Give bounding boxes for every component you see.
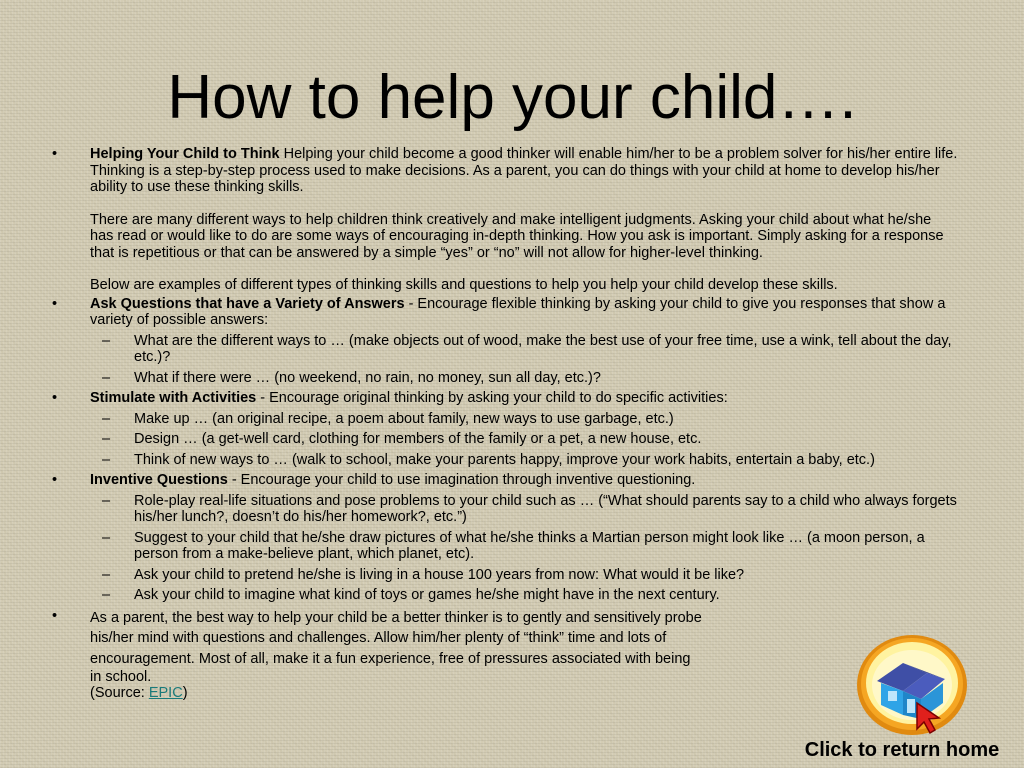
section2-text: - Encourage flexible thinking by asking your child to give you responses that show a variety of possible answers: [90, 295, 946, 328]
dash-marker: – [102, 566, 111, 583]
section3-item-1: Make up … (an original recipe, a poem about family, new ways to use garbage, etc.) [134, 410, 674, 427]
closing-line-3: encouragement. Most of all, make it a fun experience, free of pressures associated with being [90, 650, 691, 667]
closing-line-4: in school. [90, 669, 152, 685]
source-suffix: ) [182, 685, 188, 701]
bullet-marker: • [52, 607, 58, 624]
section4-heading: Inventive Questions [90, 472, 228, 488]
dash-marker: – [102, 369, 111, 386]
section1-heading: Helping Your Child to Think [90, 146, 280, 162]
dash-marker: – [102, 410, 111, 427]
closing-line-1: As a parent, the best way to help your child be a better thinker is to gently and sensitively probe [90, 609, 702, 626]
house-icon [855, 633, 969, 737]
section3-item-2: Design … (a get-well card, clothing for members of the family or a pet, a new house, etc. [134, 431, 702, 447]
bullet-inventive-questions [52, 472, 958, 489]
section1-paragraph-3: Below are examples of different types of thinking skills and questions to help you help your child develop these skills. [90, 277, 838, 293]
section2-heading: Ask Questions that have a Variety of Answers [90, 295, 405, 312]
home-caption[interactable]: Click to return home [804, 739, 1000, 761]
list-item [52, 411, 958, 428]
dash-marker: – [102, 431, 111, 447]
list-item [52, 567, 958, 584]
bullet-helping-child-think [52, 146, 958, 294]
bullet-marker: • [52, 146, 58, 162]
bullet-closing [52, 608, 958, 702]
section2-item-2: What if there were … (no weekend, no rain, no money, sun all day, etc.)? [134, 369, 601, 386]
section2-item-1: What are the different ways to … (make objects out of wood, make the best use of your free time, use a wink, tell about the day, etc.)? [134, 332, 952, 365]
section4-text: - Encourage your child to use imagination through inventive questioning. [227, 472, 696, 488]
section1-paragraph-2: There are many different ways to help children think creatively and make intelligent judgments. Asking your child about what he/she has read or would like to do are some ways of encouraging in-depth thinking. How you ask is important. Simply asking for a response that is repetitious or that can be answered by a simple “yes” or “no” will not allow for higher-level thinking. [90, 211, 944, 261]
dash-marker: – [102, 492, 111, 509]
list-item [52, 370, 958, 387]
list-item [52, 452, 958, 469]
epic-link[interactable]: EPIC [148, 685, 183, 701]
slide-title: How to help your child…. [167, 63, 857, 132]
list-item [52, 587, 958, 604]
section4-item-3: Ask your child to pretend he/she is living in a house 100 years from now: What would it be like? [134, 566, 745, 583]
closing-line-2: his/her mind with questions and challenges. Allow him/her plenty of “think” time and lots of [90, 630, 667, 646]
section4-item-4: Ask your child to imagine what kind of toys or games he/she might have in the next century. [134, 587, 720, 603]
bullet-marker: • [52, 472, 58, 488]
section1-paragraph-1 [90, 146, 958, 196]
list-item [52, 530, 958, 563]
list-item [52, 431, 958, 448]
slide-body [52, 146, 958, 702]
section3-text: - Encourage original thinking by asking your child to do specific activities: [256, 390, 728, 406]
section4-item-1: Role-play real-life situations and pose problems to your child such as … (“What should parents say to a child who always forgets his/her lunch?, doesn’t do his/her homework?, etc.”) [134, 492, 957, 525]
section1-text-1: Helping your child become a good thinker will enable him/her to be a problem solver for his/her entire life. Thinking is a step-by-step process used to make decisions. As a parent, you can do things with your child at home to develop his/her ability to use these thinking skills. [90, 146, 958, 195]
bullet-stimulate-activities [52, 390, 958, 407]
source-citation [90, 685, 958, 702]
section3-heading: Stimulate with Activities [90, 390, 257, 406]
section4-item-2: Suggest to your child that he/she draw pictures of what he/she thinks a Martian person might look like … (a moon person, a person from a make-believe plant, which planet, etc). [134, 529, 925, 562]
dash-marker: – [102, 332, 111, 349]
home-button[interactable] [855, 633, 969, 737]
section3-item-3: Think of new ways to … (walk to school, make your parents happy, improve your work habits, entertain a baby, etc.) [134, 451, 875, 468]
dash-marker: – [102, 587, 111, 603]
bullet-marker: • [52, 295, 58, 312]
bullet-marker: • [52, 390, 58, 406]
dash-marker: – [102, 529, 111, 546]
list-item [52, 493, 958, 526]
bullet-ask-questions [52, 296, 958, 329]
dash-marker: – [102, 451, 111, 468]
source-prefix: (Source: [90, 685, 149, 701]
list-item [52, 333, 958, 366]
